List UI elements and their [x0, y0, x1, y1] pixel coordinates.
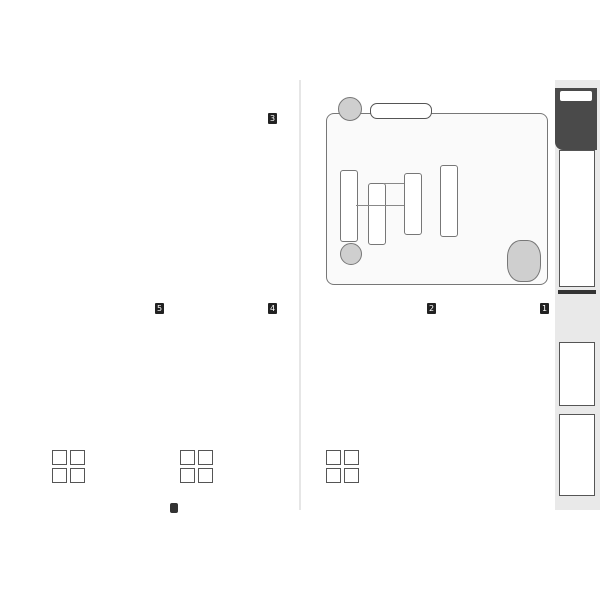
answer-box[interactable] [180, 468, 195, 483]
section-marker-4: 4 [269, 304, 276, 313]
balloon-header [370, 103, 432, 119]
balloon-box [404, 173, 422, 235]
answer-boxes-section-5 [52, 450, 85, 483]
balloon-box [368, 183, 386, 245]
answer-box[interactable] [198, 468, 213, 483]
unit-tag [560, 91, 592, 101]
character-illustration [507, 240, 541, 282]
answer-box[interactable] [344, 450, 359, 465]
instruction-pill [170, 503, 178, 513]
answer-box[interactable] [180, 450, 195, 465]
balloon-box [440, 165, 458, 237]
connector [384, 183, 404, 184]
answer-box[interactable] [70, 468, 85, 483]
balloon-box [340, 170, 358, 242]
answer-box[interactable] [70, 450, 85, 465]
point-box [559, 414, 595, 496]
connector [356, 205, 404, 206]
section-marker-1: 1 [541, 304, 548, 313]
answer-box[interactable] [198, 450, 213, 465]
character-illustration [338, 97, 362, 121]
section-marker-3: 3 [269, 114, 276, 123]
gutter [299, 80, 301, 510]
character-illustration [340, 243, 362, 265]
section-marker-5: 5 [156, 304, 163, 313]
answer-boxes-section-2 [326, 450, 359, 483]
answer-box[interactable] [344, 468, 359, 483]
answer-box[interactable] [52, 468, 67, 483]
topic-box [559, 150, 595, 287]
review-box [559, 342, 595, 406]
answer-box[interactable] [326, 450, 341, 465]
answer-box[interactable] [326, 468, 341, 483]
section-marker-2: 2 [428, 304, 435, 313]
self-check-banner [558, 290, 596, 294]
answer-box[interactable] [52, 450, 67, 465]
answer-boxes-section-4 [180, 450, 213, 483]
